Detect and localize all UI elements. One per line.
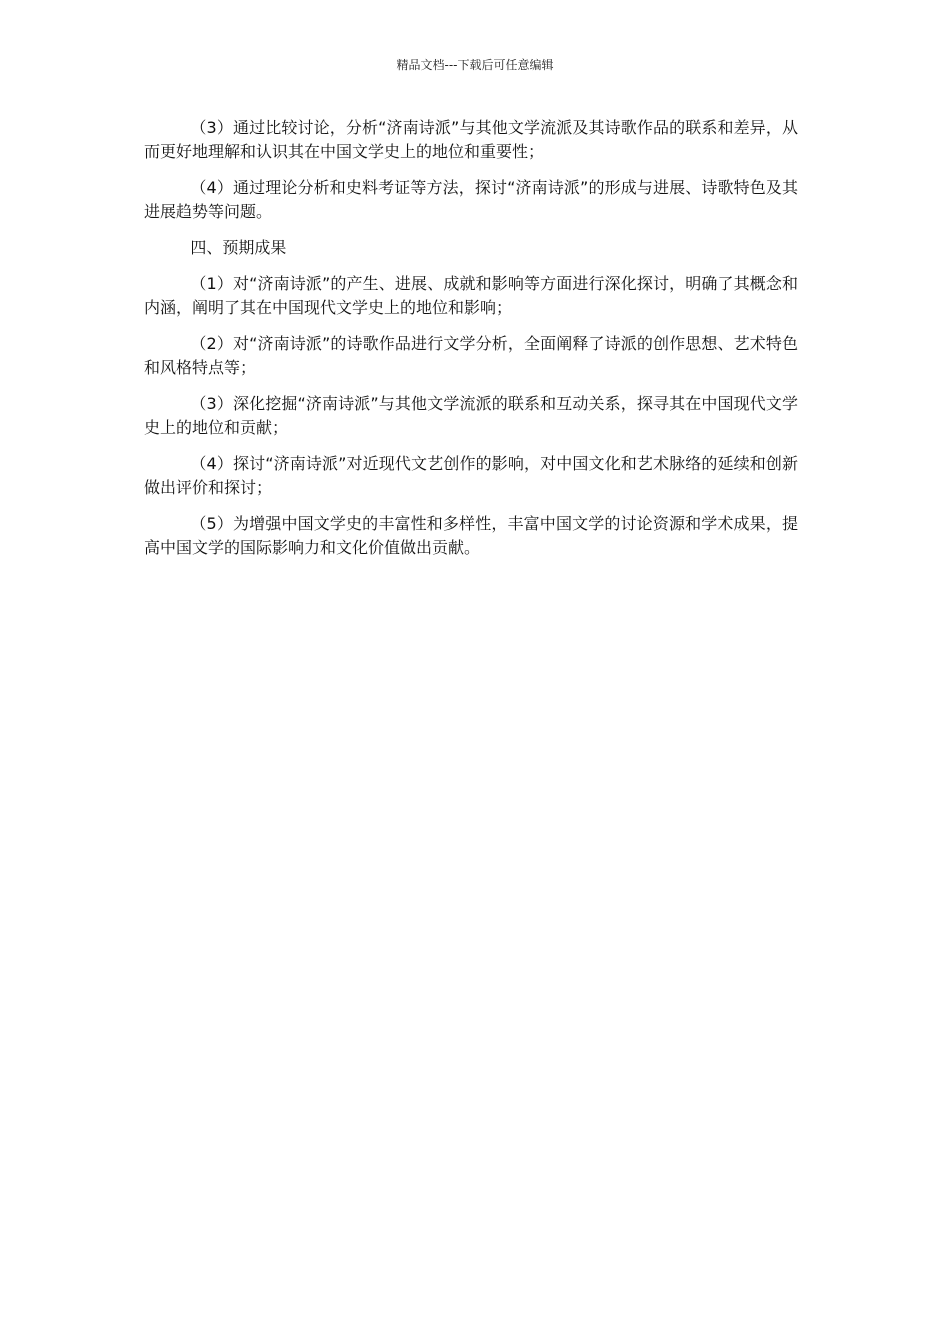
result-item-4: （4）探讨“济南诗派”对近现代文艺创作的影响，对中国文化和艺术脉络的延续和创新做出评价和探讨； — [144, 454, 798, 497]
document-body — [144, 116, 798, 572]
method-item-4: （4）通过理论分析和史料考证等方法，探讨“济南诗派”的形成与进展、诗歌特色及其进展趋势等问题。 — [144, 178, 798, 221]
section-heading-expected-results: 四、预期成果 — [190, 238, 287, 257]
result-item-2: （2）对“济南诗派”的诗歌作品进行文学分析，全面阐释了诗派的创作思想、艺术特色和风格特点等； — [144, 334, 798, 377]
page-header: 精品文档---下载后可任意编辑 — [396, 58, 554, 72]
result-item-1: （1）对“济南诗派”的产生、进展、成就和影响等方面进行深化探讨，明确了其概念和内涵，阐明了其在中国现代文学史上的地位和影响； — [144, 274, 798, 317]
method-item-3: （3）通过比较讨论，分析“济南诗派”与其他文学流派及其诗歌作品的联系和差异，从而更好地理解和认识其在中国文学史上的地位和重要性； — [144, 118, 798, 161]
result-item-5: （5）为增强中国文学史的丰富性和多样性，丰富中国文学的讨论资源和学术成果，提高中国文学的国际影响力和文化价值做出贡献。 — [144, 514, 798, 557]
result-item-3: （3）深化挖掘“济南诗派”与其他文学流派的联系和互动关系，探寻其在中国现代文学史上的地位和贡献； — [144, 394, 798, 437]
